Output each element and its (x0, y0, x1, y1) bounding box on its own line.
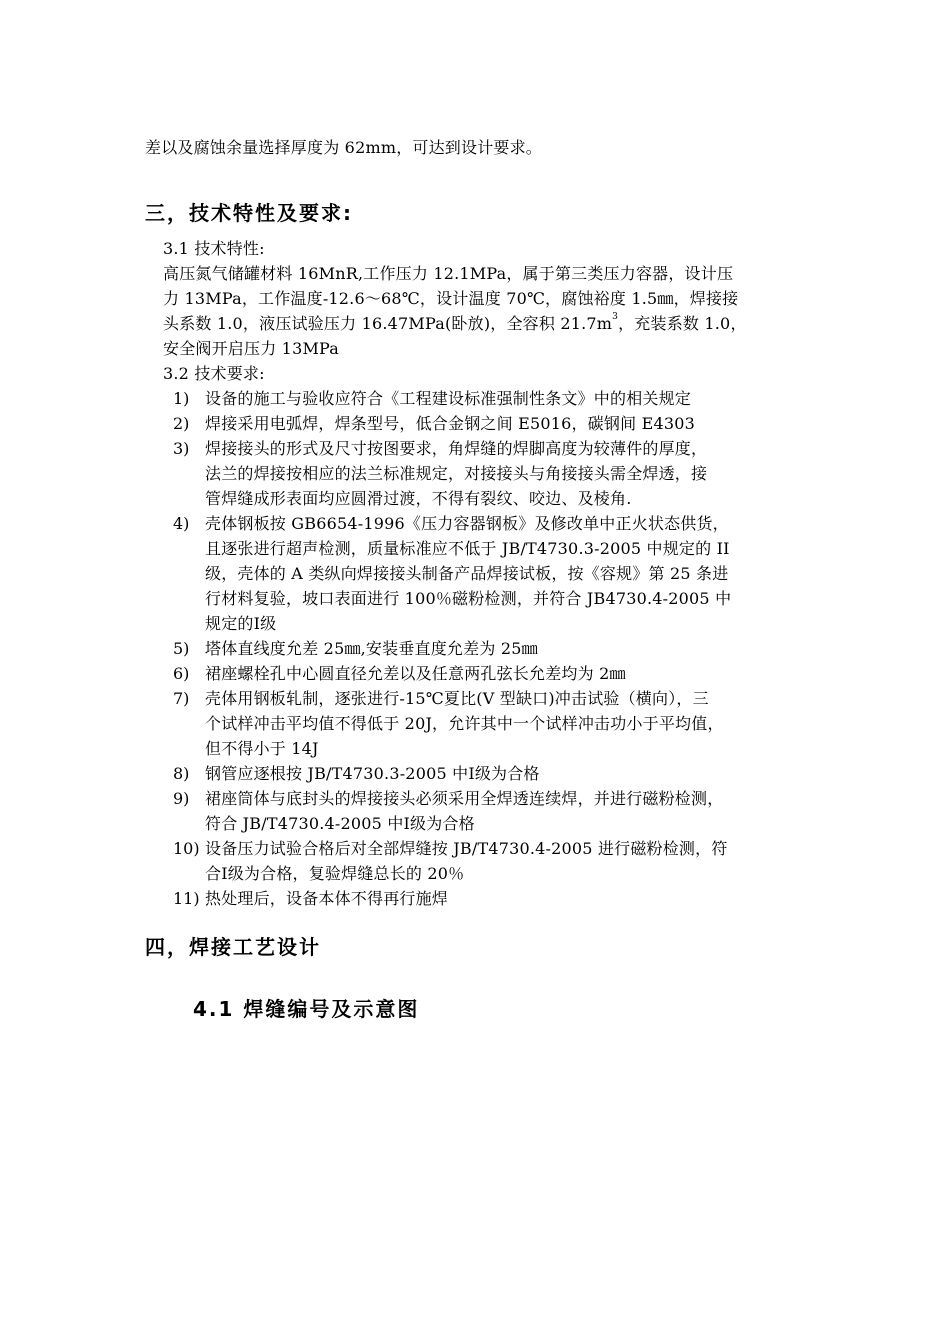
list-item-text: 壳体用钢板轧制，逐张进行-15℃夏比(V 型缺口)冲击试验（横向），三 (205, 689, 709, 708)
spec-line: 高压氮气储罐材料 16MnR,工作压力 12.1MPa，属于第三类压力容器，设计压 (163, 264, 734, 283)
list-item-text: 但不得小于 14J (205, 739, 319, 758)
list-item-text: 个试样冲击平均值不得低于 20J，允许其中一个试样冲击功小于平均值， (205, 714, 724, 733)
intro-text-line: 差以及腐蚀余量选择厚度为 62mm，可达到设计要求。 (145, 138, 542, 157)
list-item-text: 裙座螺栓孔中心圆直径允差以及任意两孔弦长允差均为 2㎜ (205, 664, 626, 683)
spec-line: 力 13MPa，工作温度-12.6～68℃，设计温度 70℃，腐蚀裕度 1.5㎜，焊接接 (163, 289, 739, 308)
subsection-3-1-title: 3.1 技术特性: (163, 239, 265, 258)
list-item-number: 5) (173, 639, 190, 658)
list-item-text: 行材料复验，坡口表面进行 100％磁粉检测，并符合 JB4730.4-2005 中 (205, 589, 732, 608)
spec-line: 安全阀开启压力 13MPa (163, 339, 340, 358)
list-item-text: 规定的Ⅰ级 (205, 614, 277, 633)
list-item-number: 2) (173, 414, 190, 433)
list-item-text: 壳体钢板按 GB6654-1996《压力容器钢板》及修改单中正火状态供货， (205, 514, 729, 533)
list-item-text: 管焊缝成形表面均应圆滑过渡，不得有裂纹、咬边、及棱角. (205, 489, 632, 508)
list-item-text: 设备的施工与验收应符合《工程建设标准强制性条文》中的相关规定 (205, 389, 692, 408)
list-item-text: 设备压力试验合格后对全部焊缝按 JB/T4730.4-2005 进行磁粉检测，符 (205, 839, 728, 858)
volume-unit-superscript: 3 (612, 312, 619, 322)
list-item-text: 合Ⅰ级为合格，复验焊缝总长的 20％ (205, 864, 465, 883)
list-item-text: 符合 JB/T4730.4-2005 中Ⅰ级为合格 (205, 814, 475, 833)
list-item-number: 6) (173, 664, 190, 683)
list-item-number: 4) (173, 514, 190, 533)
list-item-text: 塔体直线度允差 25㎜,安装垂直度允差为 25㎜ (205, 639, 538, 658)
list-item-text: 钢管应逐根按 JB/T4730.3-2005 中Ⅰ级为合格 (205, 764, 540, 783)
list-item-text: 法兰的焊接按相应的法兰标准规定，对接接头与角接接头需全焊透，接 (205, 464, 708, 483)
list-item-number: 3) (173, 439, 190, 458)
list-item-text: 焊接采用电弧焊，焊条型号，低合金钢之间 E5016，碳钢间 E4303 (205, 414, 695, 433)
list-item-number: 11) (173, 889, 200, 908)
list-item-number: 8) (173, 764, 190, 783)
section-4-heading: 四，焊接工艺设计 (145, 935, 321, 959)
section-3-heading: 三，技术特性及要求: (145, 201, 353, 225)
spec-line (163, 312, 747, 336)
list-item-number: 9) (173, 789, 190, 808)
subsection-3-2-title: 3.2 技术要求: (163, 364, 265, 383)
subsection-4-1-title: 4.1 焊缝编号及示意图 (193, 997, 420, 1021)
list-item-text: 级，壳体的 A 类纵向焊接接头制备产品焊接试板，按《容规》第 25 条进 (205, 564, 729, 583)
list-item-number: 7) (173, 689, 190, 708)
list-item-text: 裙座筒体与底封头的焊接接头必须采用全焊透连续焊，并进行磁粉检测， (205, 789, 724, 808)
list-item-number: 10) (173, 839, 200, 858)
spec-line-text: 头系数 1.0，液压试验压力 16.47MPa(卧放)，全容积 21.7m (163, 314, 613, 333)
list-item-text: 且逐张进行超声检测，质量标准应不低于 JB/T4730.3-2005 中规定的 II (205, 539, 730, 558)
list-item-number: 1) (173, 389, 190, 408)
list-item-text: 热处理后，设备本体不得再行施焊 (205, 889, 449, 908)
spec-line-text: ，充装系数 1.0， (618, 314, 747, 333)
list-item-text: 焊接接头的形式及尺寸按图要求，角焊缝的焊脚高度为较薄件的厚度， (205, 439, 708, 458)
